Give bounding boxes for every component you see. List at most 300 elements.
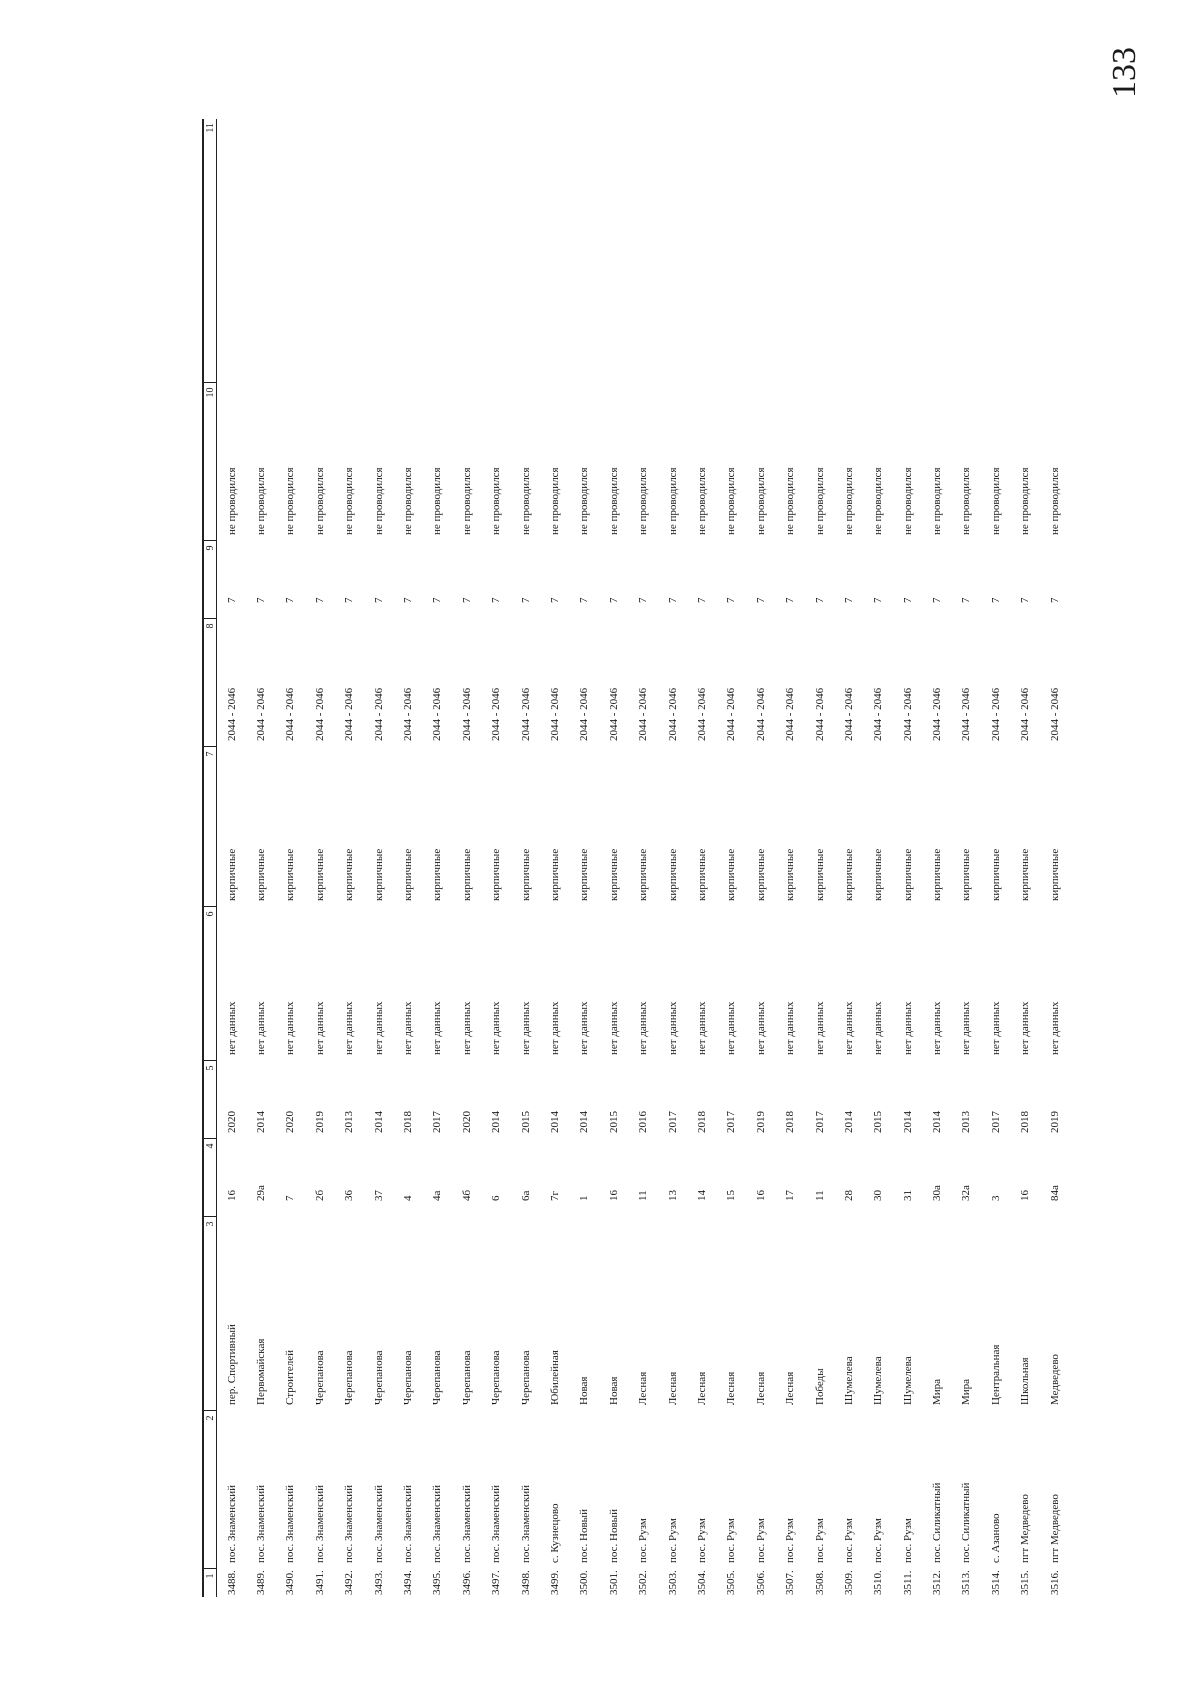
column-header-4: 4 xyxy=(203,1139,217,1217)
table-cell: 4а xyxy=(431,1190,444,1201)
table-cell: нет данных xyxy=(343,1001,356,1055)
table-cell: 2014 xyxy=(255,1111,268,1133)
table-row xyxy=(687,119,716,1597)
table-cell: кирпичные xyxy=(548,848,561,901)
table-cell: 3505. xyxy=(725,1570,738,1595)
table-cell: 7 xyxy=(637,597,650,603)
table-cell: пос. Рузм xyxy=(666,1518,679,1563)
table-cell: не проводился xyxy=(784,467,797,535)
table-cell: не проводился xyxy=(490,467,503,535)
table-cell: Первомайская xyxy=(255,1338,268,1405)
table-cell: не проводился xyxy=(548,467,561,535)
table-cell: кирпичные xyxy=(607,848,620,901)
table-cell: Шумелева xyxy=(901,1356,914,1405)
table-cell: 7 xyxy=(989,597,1002,603)
table-row xyxy=(864,119,893,1597)
table-cell: кирпичные xyxy=(695,848,708,901)
table-row xyxy=(775,119,804,1597)
table-row xyxy=(540,119,569,1597)
table-cell xyxy=(599,119,628,383)
table-cell: кирпичные xyxy=(754,848,767,901)
table-cell: нет данных xyxy=(460,1001,473,1055)
table-cell: кирпичные xyxy=(637,848,650,901)
table-cell: не проводился xyxy=(813,467,826,535)
table-cell: 2019 xyxy=(1048,1111,1061,1133)
table-cell: не проводился xyxy=(695,467,708,535)
table-cell: пос. Рузм xyxy=(901,1518,914,1563)
table-cell: кирпичные xyxy=(1019,848,1032,901)
table-cell: 2020 xyxy=(460,1111,473,1133)
table-row xyxy=(217,119,247,1597)
table-cell: 3510. xyxy=(872,1570,885,1595)
table-cell: кирпичные xyxy=(989,848,1002,901)
table-cell: Центральная xyxy=(989,1344,1002,1405)
table-cell: кирпичные xyxy=(901,848,914,901)
table-cell: 7 xyxy=(402,597,415,603)
table-cell: нет данных xyxy=(989,1001,1002,1055)
table-cell: нет данных xyxy=(960,1001,973,1055)
table-cell: Лесная xyxy=(695,1371,708,1405)
table-cell: Мира xyxy=(960,1378,973,1405)
table-cell: 6а xyxy=(519,1190,532,1201)
table-cell: 16 xyxy=(225,1190,238,1201)
table-cell: 3493. xyxy=(372,1570,385,1595)
table-cell: 3508. xyxy=(813,1570,826,1595)
column-header-8: 8 xyxy=(203,619,217,747)
table-cell: пос. Силикатный xyxy=(960,1482,973,1563)
table-cell: 29а xyxy=(255,1185,268,1201)
table-cell: 2015 xyxy=(872,1111,885,1133)
table-cell: 3506. xyxy=(754,1570,767,1595)
table-cell: 2014 xyxy=(931,1111,944,1133)
table-cell: 3502. xyxy=(637,1570,650,1595)
table-cell: 2019 xyxy=(754,1111,767,1133)
table-cell: 7 xyxy=(607,597,620,603)
table-cell: 2044 - 2046 xyxy=(607,687,620,741)
table-cell xyxy=(864,119,893,383)
table-cell: 31 xyxy=(901,1190,914,1201)
table-cell: не проводился xyxy=(725,467,738,535)
table-row xyxy=(276,119,305,1597)
table-cell: кирпичные xyxy=(255,848,268,901)
table-cell: пер. Спортивный xyxy=(225,1324,238,1405)
table-cell: 2044 - 2046 xyxy=(490,687,503,741)
table-cell: 2044 - 2046 xyxy=(872,687,885,741)
table-cell: 3499. xyxy=(548,1570,561,1595)
table-cell: 2044 - 2046 xyxy=(1019,687,1032,741)
table-cell: 37 xyxy=(372,1190,385,1201)
table-cell: 7 xyxy=(548,597,561,603)
table-cell: нет данных xyxy=(255,1001,268,1055)
table-cell: 2018 xyxy=(784,1111,797,1133)
table-cell: 2015 xyxy=(607,1111,620,1133)
table-cell: не проводился xyxy=(255,467,268,535)
table-cell: 2013 xyxy=(960,1111,973,1133)
table-cell: 16 xyxy=(754,1190,767,1201)
table-cell: пос. Знаменский xyxy=(343,1484,356,1563)
table-cell: нет данных xyxy=(490,1001,503,1055)
table-cell: 2044 - 2046 xyxy=(1048,687,1061,741)
table-cell: 7 xyxy=(490,597,503,603)
table-cell xyxy=(893,119,922,383)
table-row xyxy=(981,119,1010,1597)
table-cell: нет данных xyxy=(872,1001,885,1055)
table-cell: не проводился xyxy=(607,467,620,535)
table-cell: пос. Рузм xyxy=(695,1518,708,1563)
table-cell: нет данных xyxy=(842,1001,855,1055)
table-cell: 6 xyxy=(490,1195,503,1201)
table-cell: 7 xyxy=(1048,597,1061,603)
table-cell: пос. Рузм xyxy=(842,1518,855,1563)
table-cell: пос. Новый xyxy=(578,1509,591,1563)
table-cell: 3514. xyxy=(989,1570,1002,1595)
table-cell: пос. Знаменский xyxy=(255,1484,268,1563)
table-cell: кирпичные xyxy=(343,848,356,901)
table-cell: нет данных xyxy=(1019,1001,1032,1055)
table-cell: 2019 xyxy=(313,1111,326,1133)
table-cell: 2044 - 2046 xyxy=(548,687,561,741)
table-cell: пос. Рузм xyxy=(725,1518,738,1563)
table-cell: Строителей xyxy=(284,1350,297,1405)
table-cell: нет данных xyxy=(813,1001,826,1055)
table-cell: 2018 xyxy=(1019,1111,1032,1133)
table-cell: 3500. xyxy=(578,1570,591,1595)
table-cell: не проводился xyxy=(225,467,238,535)
table-cell: 3515. xyxy=(1019,1570,1032,1595)
table-cell: кирпичные xyxy=(725,848,738,901)
table-cell: нет данных xyxy=(931,1001,944,1055)
table-cell: 2014 xyxy=(901,1111,914,1133)
table-cell: 2013 xyxy=(343,1111,356,1133)
table-cell xyxy=(687,119,716,383)
table-cell: 2044 - 2046 xyxy=(813,687,826,741)
table-cell: пос. Рузм xyxy=(813,1518,826,1563)
table-cell: 28 xyxy=(842,1190,855,1201)
table-cell xyxy=(628,119,657,383)
table-cell: 2014 xyxy=(548,1111,561,1133)
column-header-10: 10 xyxy=(203,383,217,541)
table-row xyxy=(746,119,775,1597)
table-cell: 2018 xyxy=(695,1111,708,1133)
table-body xyxy=(217,119,1070,1597)
table-cell: пгт Медведево xyxy=(1019,1494,1032,1563)
column-header-1: 1 xyxy=(203,1569,217,1597)
column-header-6: 6 xyxy=(203,907,217,1061)
table-cell: 7 xyxy=(372,597,385,603)
table-cell xyxy=(570,119,599,383)
table-cell: пос. Знаменский xyxy=(460,1484,473,1563)
table-cell: 16 xyxy=(1019,1190,1032,1201)
table-row xyxy=(246,119,275,1597)
table-cell: 3507. xyxy=(784,1570,797,1595)
table-cell: с. Кузнецово xyxy=(548,1503,561,1563)
table-cell: 2020 xyxy=(225,1111,238,1133)
table-row xyxy=(805,119,834,1597)
table-cell xyxy=(775,119,804,383)
table-cell xyxy=(952,119,981,383)
table-row xyxy=(1040,119,1069,1597)
table-cell: кирпичные xyxy=(578,848,591,901)
table-cell: нет данных xyxy=(519,1001,532,1055)
table-cell: 3488. xyxy=(225,1570,238,1595)
table-cell: 7 xyxy=(343,597,356,603)
table-row xyxy=(570,119,599,1597)
table-cell xyxy=(482,119,511,383)
table-cell: 11 xyxy=(637,1190,650,1201)
table-cell: 2044 - 2046 xyxy=(519,687,532,741)
table-cell: 2017 xyxy=(813,1111,826,1133)
table-cell: 1 xyxy=(578,1195,591,1201)
table-cell: не проводился xyxy=(402,467,415,535)
table-row xyxy=(628,119,657,1597)
table-cell: кирпичные xyxy=(460,848,473,901)
table-cell: не проводился xyxy=(960,467,973,535)
table-cell: пос. Рузм xyxy=(754,1518,767,1563)
table-cell: не проводился xyxy=(666,467,679,535)
table-cell: кирпичные xyxy=(284,848,297,901)
table-cell: нет данных xyxy=(901,1001,914,1055)
table-cell: Юбилейная xyxy=(548,1350,561,1405)
table-cell: 3503. xyxy=(666,1570,679,1595)
table-cell: 2044 - 2046 xyxy=(842,687,855,741)
table-cell: Черепанова xyxy=(372,1350,385,1405)
table-cell: 2044 - 2046 xyxy=(460,687,473,741)
table-cell: нет данных xyxy=(637,1001,650,1055)
table-cell: не проводился xyxy=(460,467,473,535)
table-cell: не проводился xyxy=(578,467,591,535)
table-row xyxy=(952,119,981,1597)
table-cell: 2044 - 2046 xyxy=(784,687,797,741)
table-cell: 2044 - 2046 xyxy=(695,687,708,741)
table-cell: Лесная xyxy=(725,1371,738,1405)
column-header-5: 5 xyxy=(203,1061,217,1139)
table-cell: 2044 - 2046 xyxy=(754,687,767,741)
table-cell: 2014 xyxy=(842,1111,855,1133)
table-cell: 3501. xyxy=(607,1570,620,1595)
table-cell: нет данных xyxy=(754,1001,767,1055)
table-cell: 7 xyxy=(255,597,268,603)
table-cell: 2018 xyxy=(402,1111,415,1133)
table-cell: не проводился xyxy=(842,467,855,535)
table-cell: 2044 - 2046 xyxy=(989,687,1002,741)
table-cell: Черепанова xyxy=(490,1350,503,1405)
table-cell xyxy=(335,119,364,383)
table-cell: не проводился xyxy=(313,467,326,535)
table-cell: 16 xyxy=(607,1190,620,1201)
table-cell: пос. Рузм xyxy=(784,1518,797,1563)
table-cell xyxy=(1040,119,1069,383)
table-cell: не проводился xyxy=(284,467,297,535)
table-cell: 2017 xyxy=(989,1111,1002,1133)
table-cell: 7 xyxy=(842,597,855,603)
table-cell: 2015 xyxy=(519,1111,532,1133)
table-cell: 3495. xyxy=(431,1570,444,1595)
table-cell: нет данных xyxy=(313,1001,326,1055)
table-cell xyxy=(1011,119,1040,383)
table-cell: Новая xyxy=(607,1376,620,1405)
table-cell: пгт Медведево xyxy=(1048,1494,1061,1563)
table-row xyxy=(423,119,452,1597)
table-cell: не проводился xyxy=(431,467,444,535)
table-cell: пос. Знаменский xyxy=(372,1484,385,1563)
table-cell: 3512. xyxy=(931,1570,944,1595)
table-cell: 4б xyxy=(460,1189,473,1201)
table-cell: 2017 xyxy=(666,1111,679,1133)
table-cell: Новая xyxy=(578,1376,591,1405)
table-cell: 14 xyxy=(695,1190,708,1201)
table-cell xyxy=(423,119,452,383)
table-cell: пос. Знаменский xyxy=(490,1484,503,1563)
table-cell xyxy=(452,119,481,383)
table-row xyxy=(893,119,922,1597)
table-cell: Медведево xyxy=(1048,1354,1061,1405)
table-header xyxy=(203,119,217,1597)
table-cell: 2014 xyxy=(490,1111,503,1133)
table-cell: 3491. xyxy=(313,1570,326,1595)
table-cell: Лесная xyxy=(784,1371,797,1405)
table-cell: 2016 xyxy=(637,1111,650,1133)
table-cell: 7 xyxy=(725,597,738,603)
table-cell: не проводился xyxy=(519,467,532,535)
table-cell xyxy=(246,119,275,383)
table-cell: 2044 - 2046 xyxy=(343,687,356,741)
table-cell: не проводился xyxy=(1048,467,1061,535)
table-cell xyxy=(540,119,569,383)
table-row xyxy=(922,119,951,1597)
table-cell: нет данных xyxy=(225,1001,238,1055)
table-cell xyxy=(364,119,393,383)
table-cell: 2044 - 2046 xyxy=(284,687,297,741)
table-cell: пос. Знаменский xyxy=(313,1484,326,1563)
table-cell: кирпичные xyxy=(431,848,444,901)
table-cell: 32а xyxy=(960,1185,973,1201)
table-cell: 17 xyxy=(784,1190,797,1201)
table-cell: 3494. xyxy=(402,1570,415,1595)
table-cell: нет данных xyxy=(607,1001,620,1055)
table-cell: с. Азаново xyxy=(989,1513,1002,1563)
table-row xyxy=(511,119,540,1597)
table-cell: 7 xyxy=(901,597,914,603)
table-cell: кирпичные xyxy=(372,848,385,901)
table-cell: Школьная xyxy=(1019,1357,1032,1405)
table-cell: пос. Силикатный xyxy=(931,1482,944,1563)
table-cell: Черепанова xyxy=(460,1350,473,1405)
table-cell: кирпичные xyxy=(931,848,944,901)
table-cell: не проводился xyxy=(931,467,944,535)
table-cell: нет данных xyxy=(725,1001,738,1055)
table-cell: 7 xyxy=(578,597,591,603)
table-cell: Черепанова xyxy=(402,1350,415,1405)
table-cell: 3513. xyxy=(960,1570,973,1595)
table-cell: 2044 - 2046 xyxy=(372,687,385,741)
table-cell: 4 xyxy=(402,1195,415,1201)
table-cell: 2б xyxy=(313,1189,326,1201)
table-cell: пос. Знаменский xyxy=(519,1484,532,1563)
table-cell: 2014 xyxy=(578,1111,591,1133)
table-cell: 2020 xyxy=(284,1111,297,1133)
table-cell: 15 xyxy=(725,1190,738,1201)
table-cell: 7 xyxy=(754,597,767,603)
column-header-9: 9 xyxy=(203,541,217,619)
table-cell: Лесная xyxy=(754,1371,767,1405)
table-cell: нет данных xyxy=(784,1001,797,1055)
table-cell: 2044 - 2046 xyxy=(960,687,973,741)
table-cell: 7 xyxy=(784,597,797,603)
table-cell: не проводился xyxy=(637,467,650,535)
table-cell: нет данных xyxy=(431,1001,444,1055)
table-cell: нет данных xyxy=(1048,1001,1061,1055)
table-cell xyxy=(511,119,540,383)
table-cell: 11 xyxy=(813,1190,826,1201)
table-cell: нет данных xyxy=(284,1001,297,1055)
table-cell xyxy=(393,119,422,383)
table-cell: не проводился xyxy=(1019,467,1032,535)
column-header-2: 2 xyxy=(203,1411,217,1569)
table-cell: 2044 - 2046 xyxy=(225,687,238,741)
table-cell: 2044 - 2046 xyxy=(637,687,650,741)
column-header-3: 3 xyxy=(203,1217,217,1411)
table-cell: 3496. xyxy=(460,1570,473,1595)
table-cell: 3489. xyxy=(255,1570,268,1595)
table-cell: 7 xyxy=(431,597,444,603)
table-cell: 30а xyxy=(931,1185,944,1201)
table-cell xyxy=(276,119,305,383)
table-cell: 3 xyxy=(989,1195,1002,1201)
table-cell: 2044 - 2046 xyxy=(313,687,326,741)
table-cell: пос. Рузм xyxy=(637,1518,650,1563)
table-cell: 2044 - 2046 xyxy=(255,687,268,741)
table-cell: пос. Рузм xyxy=(872,1518,885,1563)
table-cell: нет данных xyxy=(578,1001,591,1055)
table-cell: пос. Знаменский xyxy=(225,1484,238,1563)
table-cell: 7г xyxy=(548,1190,561,1201)
table-row xyxy=(305,119,334,1597)
table-cell xyxy=(658,119,687,383)
table-row xyxy=(658,119,687,1597)
table-cell: Черепанова xyxy=(343,1350,356,1405)
table-cell xyxy=(217,119,247,383)
table-cell: 2044 - 2046 xyxy=(578,687,591,741)
page-number: 133 xyxy=(1106,47,1143,98)
table-cell: 7 xyxy=(813,597,826,603)
table-cell: кирпичные xyxy=(842,848,855,901)
table-cell: 7 xyxy=(931,597,944,603)
table-cell: нет данных xyxy=(548,1001,561,1055)
table-row xyxy=(482,119,511,1597)
table-cell: 7 xyxy=(284,1195,297,1201)
table-cell: кирпичные xyxy=(960,848,973,901)
table-cell: 2017 xyxy=(431,1111,444,1133)
table-cell: пос. Знаменский xyxy=(402,1484,415,1563)
table-cell xyxy=(981,119,1010,383)
table-cell: пос. Знаменский xyxy=(284,1484,297,1563)
table-cell: 7 xyxy=(666,597,679,603)
table-row xyxy=(599,119,628,1597)
table-cell xyxy=(922,119,951,383)
table-cell: 3490. xyxy=(284,1570,297,1595)
table-cell: 30 xyxy=(872,1190,885,1201)
table-cell: 3511. xyxy=(901,1570,914,1595)
table-cell: 7 xyxy=(519,597,532,603)
table-cell: 3509. xyxy=(842,1570,855,1595)
table-cell: Черепанова xyxy=(519,1350,532,1405)
table-cell: 3498. xyxy=(519,1570,532,1595)
table-cell: кирпичные xyxy=(225,848,238,901)
table-cell: 2044 - 2046 xyxy=(725,687,738,741)
table-cell: Лесная xyxy=(666,1371,679,1405)
table-cell: Мира xyxy=(931,1378,944,1405)
table-cell: 2014 xyxy=(372,1111,385,1133)
